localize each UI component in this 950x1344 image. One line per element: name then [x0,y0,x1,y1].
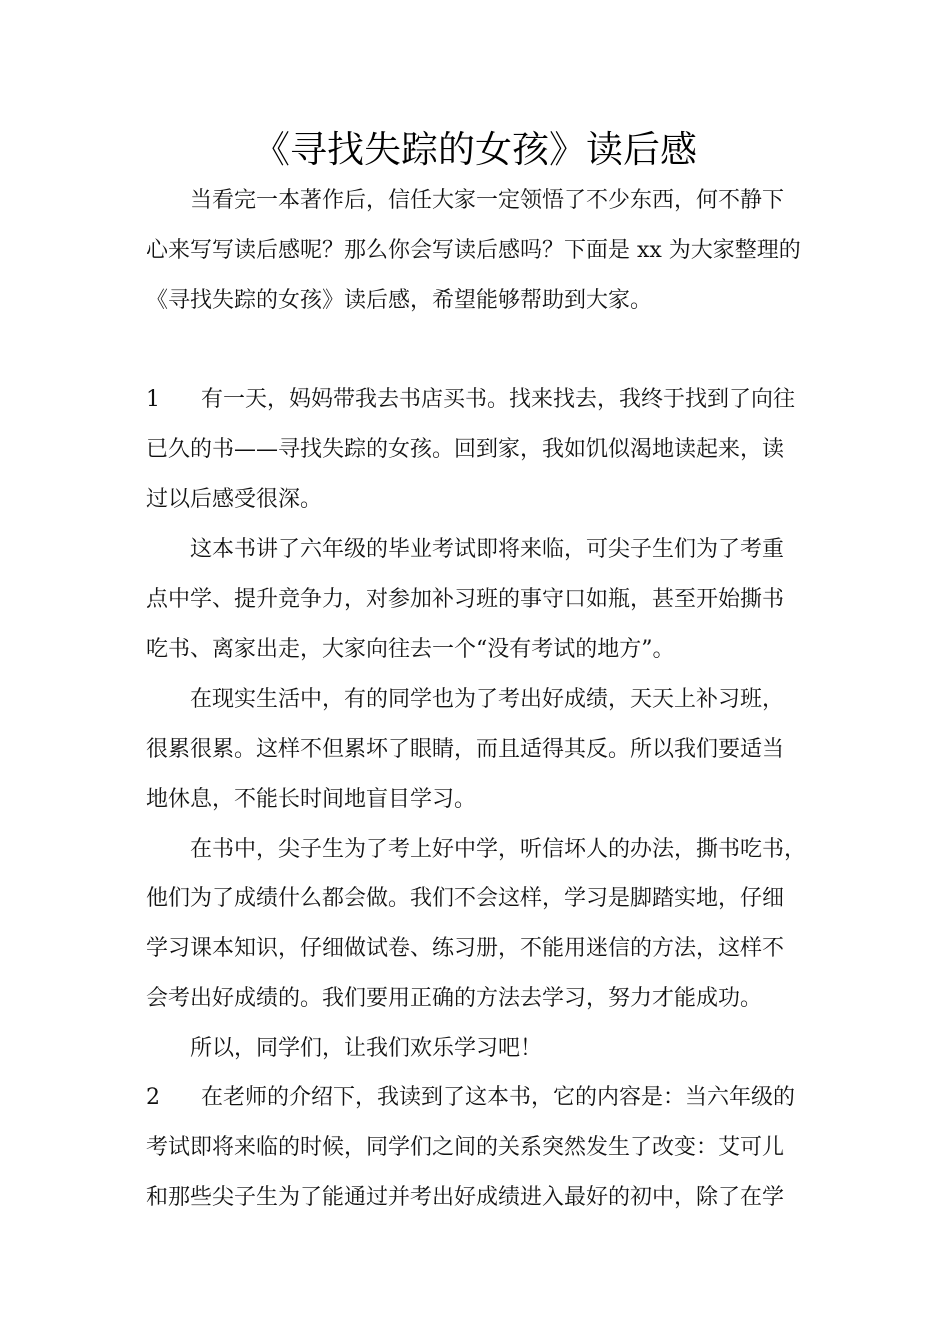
intro-line: 《寻找失踪的女孩》读后感，希望能够帮助到大家。 [146,288,653,313]
paragraph-3-line: 在现实生活中，有的同学也为了考出好成绩，天天上补习班， [190,687,785,712]
essay-1-line: 已久的书——寻找失踪的女孩。回到家，我如饥似渴地读起来，读 [146,437,785,462]
paragraph-3-line: 很累很累。这样不但累坏了眼睛，而且适得其反。所以我们要适当 [146,737,785,762]
essay-2-line: 和那些尖子生为了能通过并考出好成绩进入最好的初中，除了在学 [146,1185,785,1210]
intro-line: 当看完一本著作后，信任大家一定领悟了不少东西，何不静下 [190,188,785,213]
paragraph-2-line: 吃书、离家出走，大家向往去一个“没有考试的地方”。 [146,637,675,662]
document-title: 《寻找失踪的女孩》读后感 [253,128,697,171]
essay-number: 1 [146,387,160,412]
paragraph-4-line: 在书中，尖子生为了考上好中学，听信坏人的办法，撕书吃书， [190,837,807,862]
paragraph-3-line: 地休息，不能长时间地盲目学习。 [146,787,477,812]
essay-2-line: 在老师的介绍下，我读到了这本书，它的内容是：当六年级的 [201,1085,796,1110]
essay-number: 2 [146,1085,160,1110]
paragraph-4-line: 会考出好成绩的。我们要用正确的方法去学习，努力才能成功。 [146,986,763,1011]
paragraph-2-line: 点中学、提升竞争力，对参加补习班的事守口如瓶，甚至开始撕书 [146,587,785,612]
essay-1-first-line [146,375,826,425]
paragraph-4-line: 他们为了成绩什么都会做。我们不会这样，学习是脚踏实地，仔细 [146,886,785,911]
intro-line: 心来写写读后感呢？那么你会写读后感吗？下面是 xx 为大家整理的 [146,238,801,263]
paragraph-4-line: 学习课本知识，仔细做试卷、练习册，不能用迷信的方法，这样不 [146,936,785,961]
essay-1-line: 过以后感受很深。 [146,487,323,512]
paragraph-2-line: 这本书讲了六年级的毕业考试即将来临，可尖子生们为了考重 [190,537,785,562]
essay-1-line: 有一天，妈妈带我去书店买书。找来找去，我终于找到了向往 [201,387,796,412]
essay-2-first-line [146,1073,826,1123]
paragraph-5-line: 所以，同学们，让我们欢乐学习吧！ [190,1036,543,1061]
essay-2-line: 考试即将来临的时候，同学们之间的关系突然发生了改变：艾可儿 [146,1135,785,1160]
